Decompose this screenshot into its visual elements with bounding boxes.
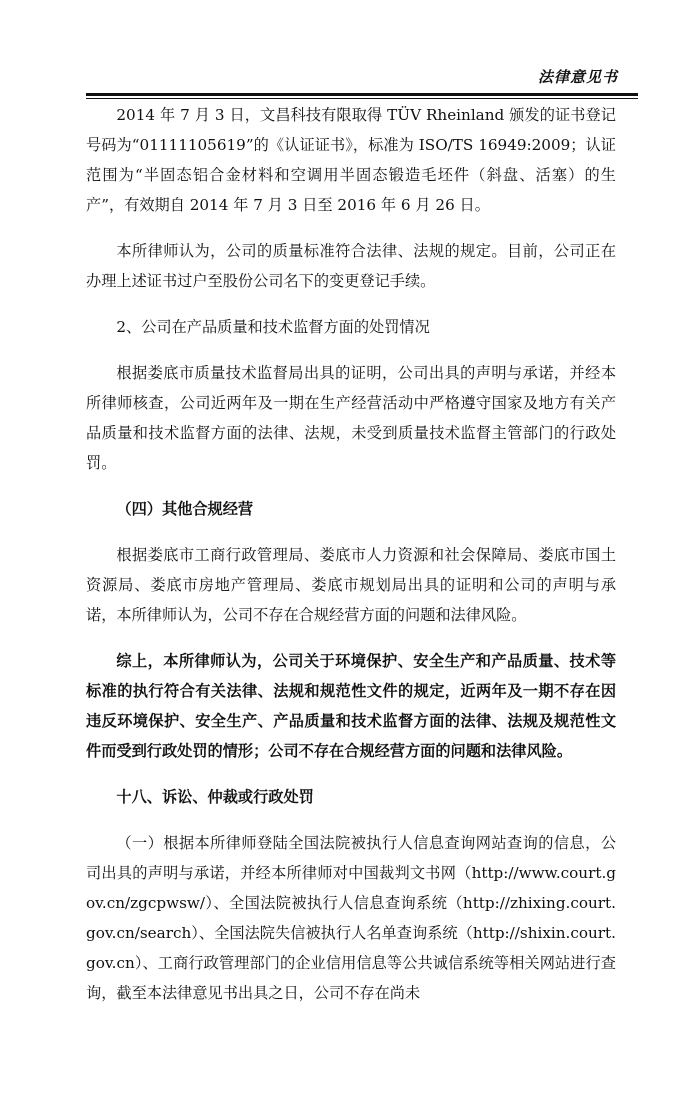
paragraph-other-compliance: 根据娄底市工商行政管理局、娄底市人力资源和社会保障局、娄底市国土资源局、娄底市房地产管理局、娄底市规划局出具的证明和公司的声明与承诺，本所律师认为，公司不存在合规经营方面的问题和法律风险。 [86, 546, 616, 624]
paragraph-summary: 综上，本所律师认为，公司关于环境保护、安全生产和产品质量、技术等标准的执行符合有关法律、法规和规范性文件的规定，近两年及一期不存在因违反环境保护、安全生产、产品质量和技术监督方面的法律、法规及规范性文件而受到行政处罚的情形；公司不存在合规经营方面的问题和法律风险。 [86, 652, 616, 760]
paragraph-quality-opinion: 本所律师认为，公司的质量标准符合法律、法规的规定。目前，公司正在办理上述证书过户至股份公司名下的变更登记手续。 [86, 242, 616, 290]
paragraph-litigation-search: （一）根据本所律师登陆全国法院被执行人信息查询网站查询的信息，公司出具的声明与承诺，并经本所律师对中国裁判文书网（http://www.court.gov.cn/zgcpwsw/）、全国法院被执行人信息查询系统（http://zhixing.court.gov.cn/search）、全国法院失信被执行人名单查询系统（http://shixin.court.gov.cn）、工商行政管理部门的企业信用信息等公共诚信系统等相关网站进行查询，截至本法律意见书出具之日，公司不存在尚未 [86, 834, 616, 1002]
paragraph-certificate: 2014 年 7 月 3 日，文昌科技有限取得 TÜV Rheinland 颁发的证书登记号码为“01111105619”的《认证证书》，标准为 ISO/TS 16949:2009；认证范围为“半固态铝合金材料和空调用半固态锻造毛坯件（斜盘、活塞）的生产”，有效期自 2014 年 7 月 3 日至 2016 年 6 月 26 日。 [86, 106, 616, 214]
document-body [86, 100, 616, 1008]
paragraph-quality-penalty: 根据娄底市质量技术监督局出具的证明，公司出具的声明与承诺，并经本所律师核查，公司近两年及一期在生产经营活动中严格遵守国家及地方有关产品质量和技术监督方面的法律、法规，未受到质量技术监督主管部门的行政处罚。 [86, 364, 616, 472]
heading-other-compliance: （四）其他合规经营 [116, 500, 254, 518]
header-rule-thin [86, 98, 638, 99]
heading-litigation: 十八、诉讼、仲裁或行政处罚 [116, 788, 314, 806]
header-title: 法律意见书 [537, 68, 618, 86]
subheading-quality-penalty: 2、公司在产品质量和技术监督方面的处罚情况 [116, 318, 430, 336]
header-rule-thick [86, 93, 638, 96]
